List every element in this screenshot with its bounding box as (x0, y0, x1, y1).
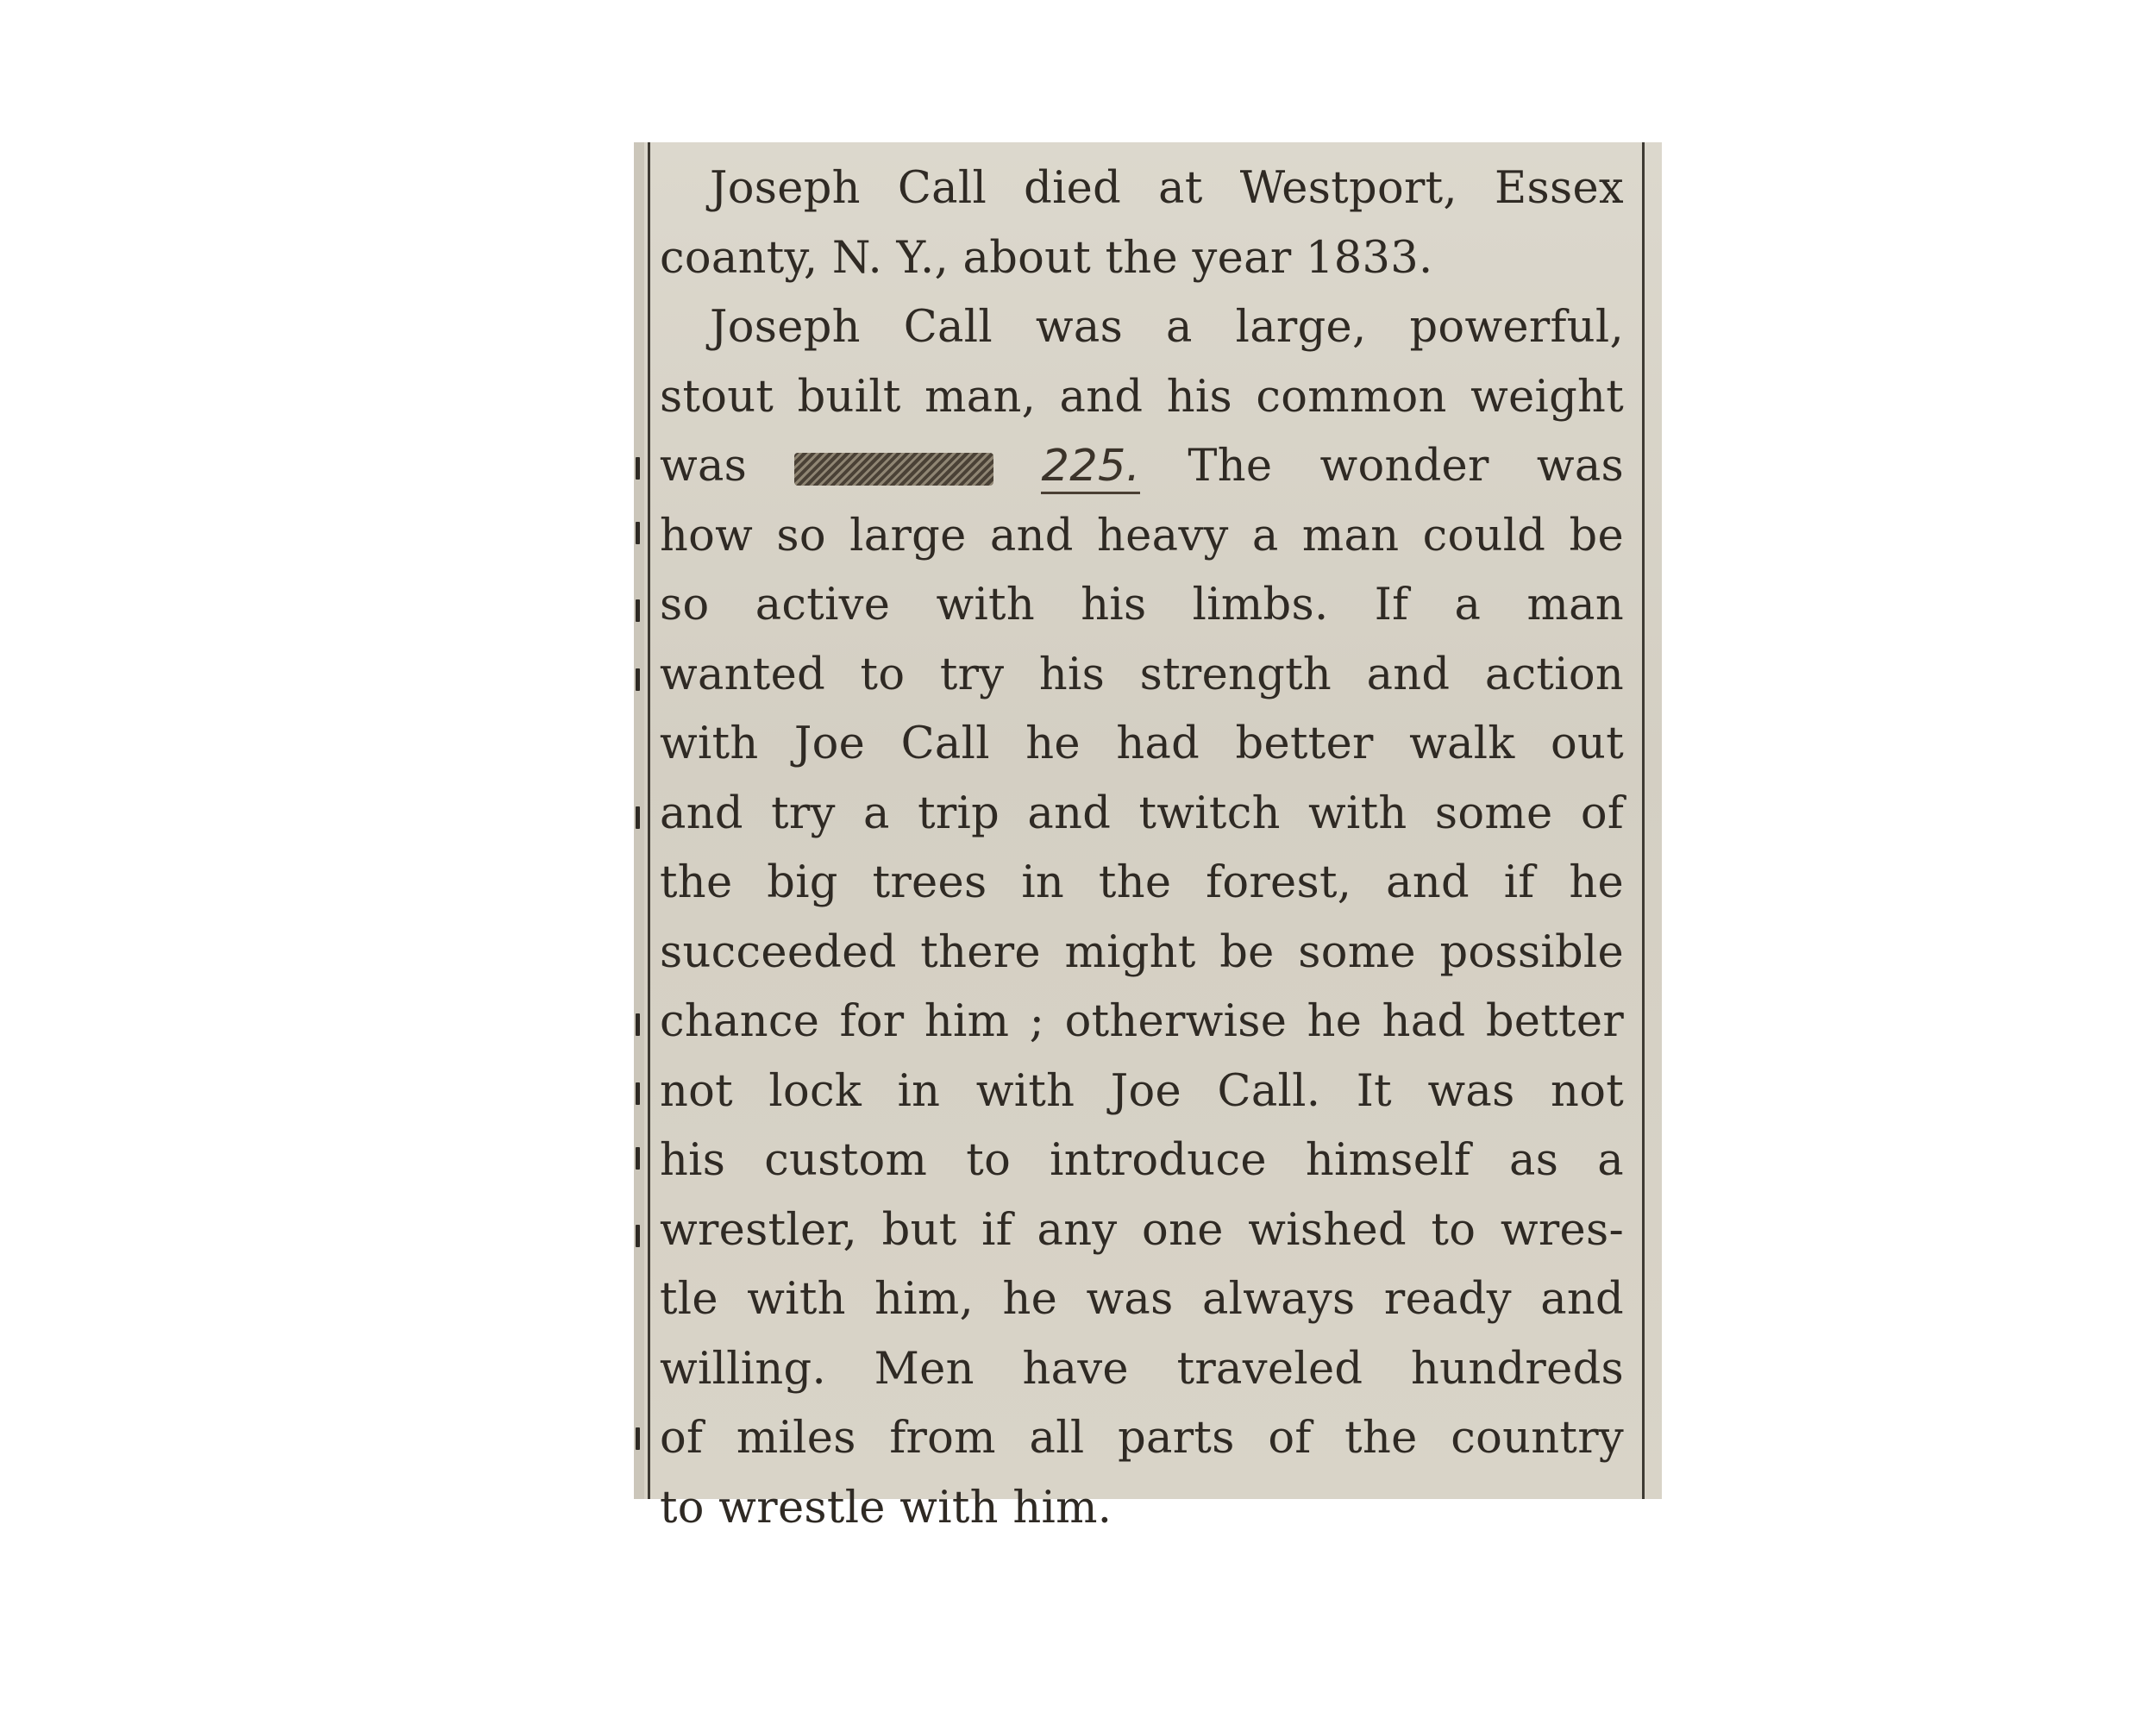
line-text: The wonder was (1188, 441, 1625, 492)
paragraph-2-line: his custom to introduce himself as a (660, 1135, 1624, 1186)
paragraph-2-line: tle with him, he was always ready and (660, 1274, 1624, 1325)
margin-mark (636, 457, 640, 480)
column-rule-right (1642, 142, 1645, 1499)
paragraph-2-line: of miles from all parts of the country (660, 1413, 1624, 1464)
line-word: was (660, 441, 748, 492)
paragraph-1-line: coanty, N. Y., about the year 1833. (660, 232, 1433, 284)
column-rule-left (648, 142, 650, 1499)
margin-mark (636, 806, 640, 829)
margin-mark (636, 1147, 640, 1170)
paragraph-2-line: Joseph Call was a large, powerful, (710, 302, 1624, 353)
article-text (660, 154, 1624, 1543)
margin-mark (636, 1427, 640, 1450)
paragraph-2-line: the big trees in the forest, and if he (660, 857, 1624, 908)
paragraph-2-line: how so large and heavy a man could be (660, 510, 1624, 561)
paragraph-2-line: not lock in with Joe Call. It was not (660, 1065, 1624, 1117)
paragraph-2-line: wrestler, but if any one wished to wres- (660, 1204, 1624, 1256)
margin-mark (636, 1013, 640, 1036)
clipping-left-margin (634, 142, 644, 1499)
paragraph-2-line: so active with his limbs. If a man (660, 580, 1624, 630)
paragraph-2-line: with Joe Call he had better walk out (660, 718, 1624, 769)
paragraph-2-line: to wrestle with him. (660, 1482, 1112, 1534)
margin-mark (636, 668, 640, 691)
paragraph-2-line: stout built man, and his common weight (660, 371, 1624, 423)
newspaper-clipping (634, 142, 1662, 1534)
paragraph-2-line-annotated (660, 432, 1624, 502)
margin-mark (636, 1082, 640, 1105)
paragraph-2-line: wanted to try his strength and action (660, 649, 1624, 700)
paragraph-2-line: and try a trip and twitch with some of (660, 787, 1624, 839)
paragraph-2-line: willing. Men have traveled hundreds (660, 1343, 1624, 1395)
struck-out-word (794, 453, 993, 486)
margin-mark (636, 522, 640, 544)
margin-mark (636, 1225, 640, 1247)
paragraph-1-line: Joseph Call died at Westport, Essex (710, 163, 1624, 214)
handwritten-correction: 225. (1041, 441, 1140, 494)
paragraph-2-line: chance for him ; otherwise he had better (660, 996, 1624, 1047)
margin-mark (636, 599, 640, 622)
paragraph-2-line: succeeded there might be some possible (660, 926, 1624, 978)
